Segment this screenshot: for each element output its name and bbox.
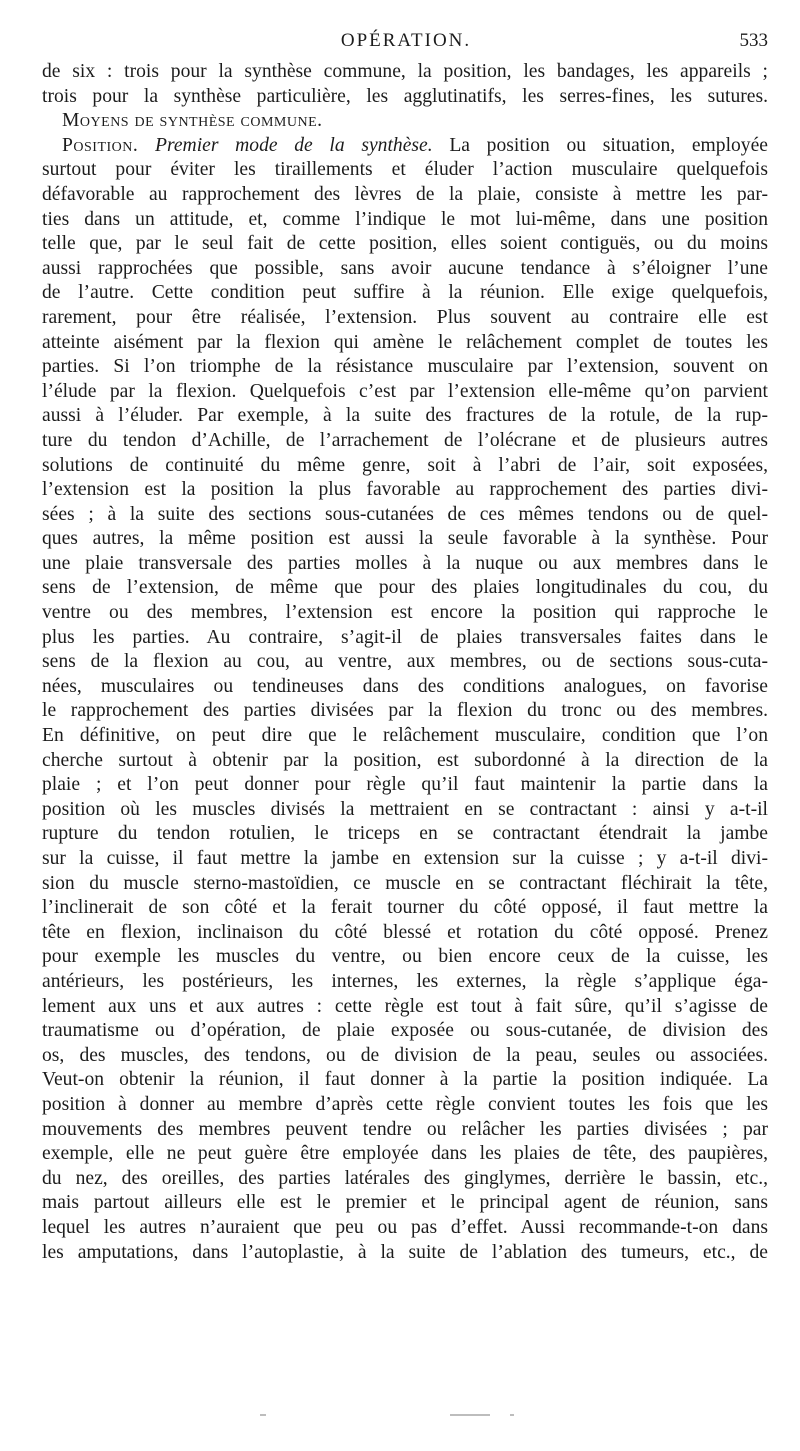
text-line: position où les muscles divisés la mettraient en se contractant : ainsi y a-t-il (42, 798, 768, 820)
text-line: lequel les autres n’auraient que peu ou pas d’effet. Aussi recommande-t-on dans (42, 1216, 768, 1238)
text-line: En définitive, on peut dire que le relâchement musculaire, condition que l’on (42, 725, 768, 747)
text-line: telle que, par le seul fait de cette position, elles soient contiguës, ou du moins (42, 233, 768, 255)
text-line: pour exemple les muscles du ventre, ou bien encore ceux de la cuisse, les (42, 946, 768, 968)
text-line: atteinte aisément par la flexion qui amène le relâchement complet de toutes les (42, 331, 768, 353)
text-line: sens de l’extension, de même que pour des plaies longitudinales du cou, du (42, 577, 768, 599)
text-line: rarement, pour être réalisée, l’extension. Plus souvent au contraire elle est (42, 306, 768, 328)
text-line: rupture du tendon rotulien, le triceps en se contractant étendrait la jambe (42, 823, 768, 845)
text-line: aussi à l’éluder. Par exemple, à la suite des fractures de la rotule, de la rup- (42, 405, 768, 427)
run-in-heading: Position. (62, 134, 139, 156)
text-line: sur la cuisse, il faut mettre la jambe en extension sur la cuisse ; y a-t-il divi- (42, 848, 768, 869)
noise-mark (260, 1414, 266, 1416)
text-line: cherche surtout à obtenir par la position, est subordonné à la direction de la (42, 749, 768, 771)
section-heading: Moyens de synthèse commune. (62, 110, 323, 132)
page-number: 533 (739, 30, 768, 51)
text-line: défavorable au rapprochement des lèvres de la plaie, consiste à mettre les par- (42, 183, 768, 205)
text-line: position à donner au membre d’après cette règle convient toutes les fois que les (42, 1093, 768, 1115)
text-line: aussi rapprochées que possible, sans avoir aucune tendance à s’éloigner l’une (42, 257, 768, 279)
text-line: mouvements des membres peuvent tendre ou relâcher les parties divisées ; par (42, 1118, 768, 1140)
text-line: exemple, elle ne peut guère être employée dans les plaies de tête, des paupières, (42, 1143, 768, 1165)
text-line: mais partout ailleurs elle est le premier et le principal agent de réunion, sans (42, 1192, 768, 1214)
running-head (44, 30, 768, 58)
text-line: parties. Si l’on triomphe de la résistance musculaire par l’extension, souvent on (42, 356, 768, 378)
text-line: solutions de continuité du même genre, soit à l’abri de l’air, soit exposées, (42, 454, 768, 476)
italic-subtitle: Premier mode de la synthèse. (154, 134, 433, 156)
text-line: plaie ; et l’on peut donner pour règle qu’il faut maintenir la partie dans la (42, 774, 768, 796)
text-line: du nez, des oreilles, des parties latérales des ginglymes, derrière le bassin, etc., (42, 1167, 768, 1189)
text-line: ties dans un attitude, et, comme l’indique le mot lui-même, dans une position (42, 208, 768, 230)
text-line: l’extension est la position la plus favorable au rapprochement des parties divi- (42, 479, 768, 501)
text-line: l’inclinerait de son côté et la ferait tourner du côté opposé, il faut mettre la (42, 897, 768, 919)
text-line: de l’autre. Cette condition peut suffire à la réunion. Elle exige quelquefois, (42, 282, 768, 304)
text-line: sées ; à la suite des sections sous-cutanées de ces mêmes tendons ou de quel- (42, 503, 768, 525)
body-text (42, 60, 768, 1265)
text-line: tête en flexion, inclinaison du côté blessé et rotation du côté opposé. Prenez (42, 921, 768, 943)
text-line: os, des muscles, des tendons, ou de division de la peau, seules ou associées. (42, 1044, 768, 1066)
text-line: ventre ou des membres, l’extension est encore la position qui rapproche le (42, 602, 768, 624)
paragraph-opening-line (42, 134, 768, 159)
text-line: sens de la flexion au cou, au ventre, aux membres, ou de sections sous-cuta- (42, 651, 768, 673)
text-line: traumatisme ou d’opération, de plaie exposée ou sous-cutanée, de division des (42, 1020, 768, 1042)
noise-mark (510, 1414, 514, 1416)
text-line: nées, musculaires ou tendineuses dans des conditions analogues, on favorise (42, 675, 768, 697)
text-line: lement aux uns et aux autres : cette règle est tout à fait sûre, qu’il s’agisse de (42, 995, 768, 1017)
scan-noise-marks (260, 1414, 560, 1420)
noise-mark (450, 1414, 490, 1416)
text-line: le rapprochement des parties divisées par la flexion du tronc ou des membres. (42, 700, 768, 722)
text-line: surtout pour éviter les tiraillements et éluder l’action musculaire quelquefois (42, 159, 768, 181)
text-line: de six : trois pour la synthèse commune, la position, les bandages, les appareils ; (42, 61, 768, 82)
text-line: Veut-on obtenir la réunion, il faut donner à la partie la position indiquée. La (42, 1069, 768, 1091)
text-line: ques autres, la même position est aussi la seule favorable à la synthèse. Pour (42, 528, 768, 550)
opening-line-text: La position ou situation, employée (449, 134, 768, 156)
text-line: sion du muscle sterno-mastoïdien, ce muscle en se contractant fléchirait la tête, (42, 872, 768, 894)
running-head-title: OPÉRATION. (340, 30, 472, 51)
text-line: plus les parties. Au contraire, s’agit-il de plaies transversales faites dans le (42, 626, 768, 648)
text-line: trois pour la synthèse particulière, les agglutinatifs, les serres-fines, les sutures. (42, 85, 768, 107)
text-line: ture du tendon d’Achille, de l’arrachement de l’olécrane et de plusieurs autres (42, 429, 768, 451)
text-line: une plaie transversale des parties molles à la nuque ou aux membres dans le (42, 552, 768, 574)
text-line: antérieurs, les postérieurs, les internes, les externes, la règle s’applique éga- (42, 970, 768, 992)
text-line: les amputations, dans l’autoplastie, à la suite de l’ablation des tumeurs, etc., de (42, 1241, 768, 1263)
text-line: l’élude par la flexion. Quelquefois c’est par l’extension elle-même qu’on parvient (42, 380, 768, 402)
